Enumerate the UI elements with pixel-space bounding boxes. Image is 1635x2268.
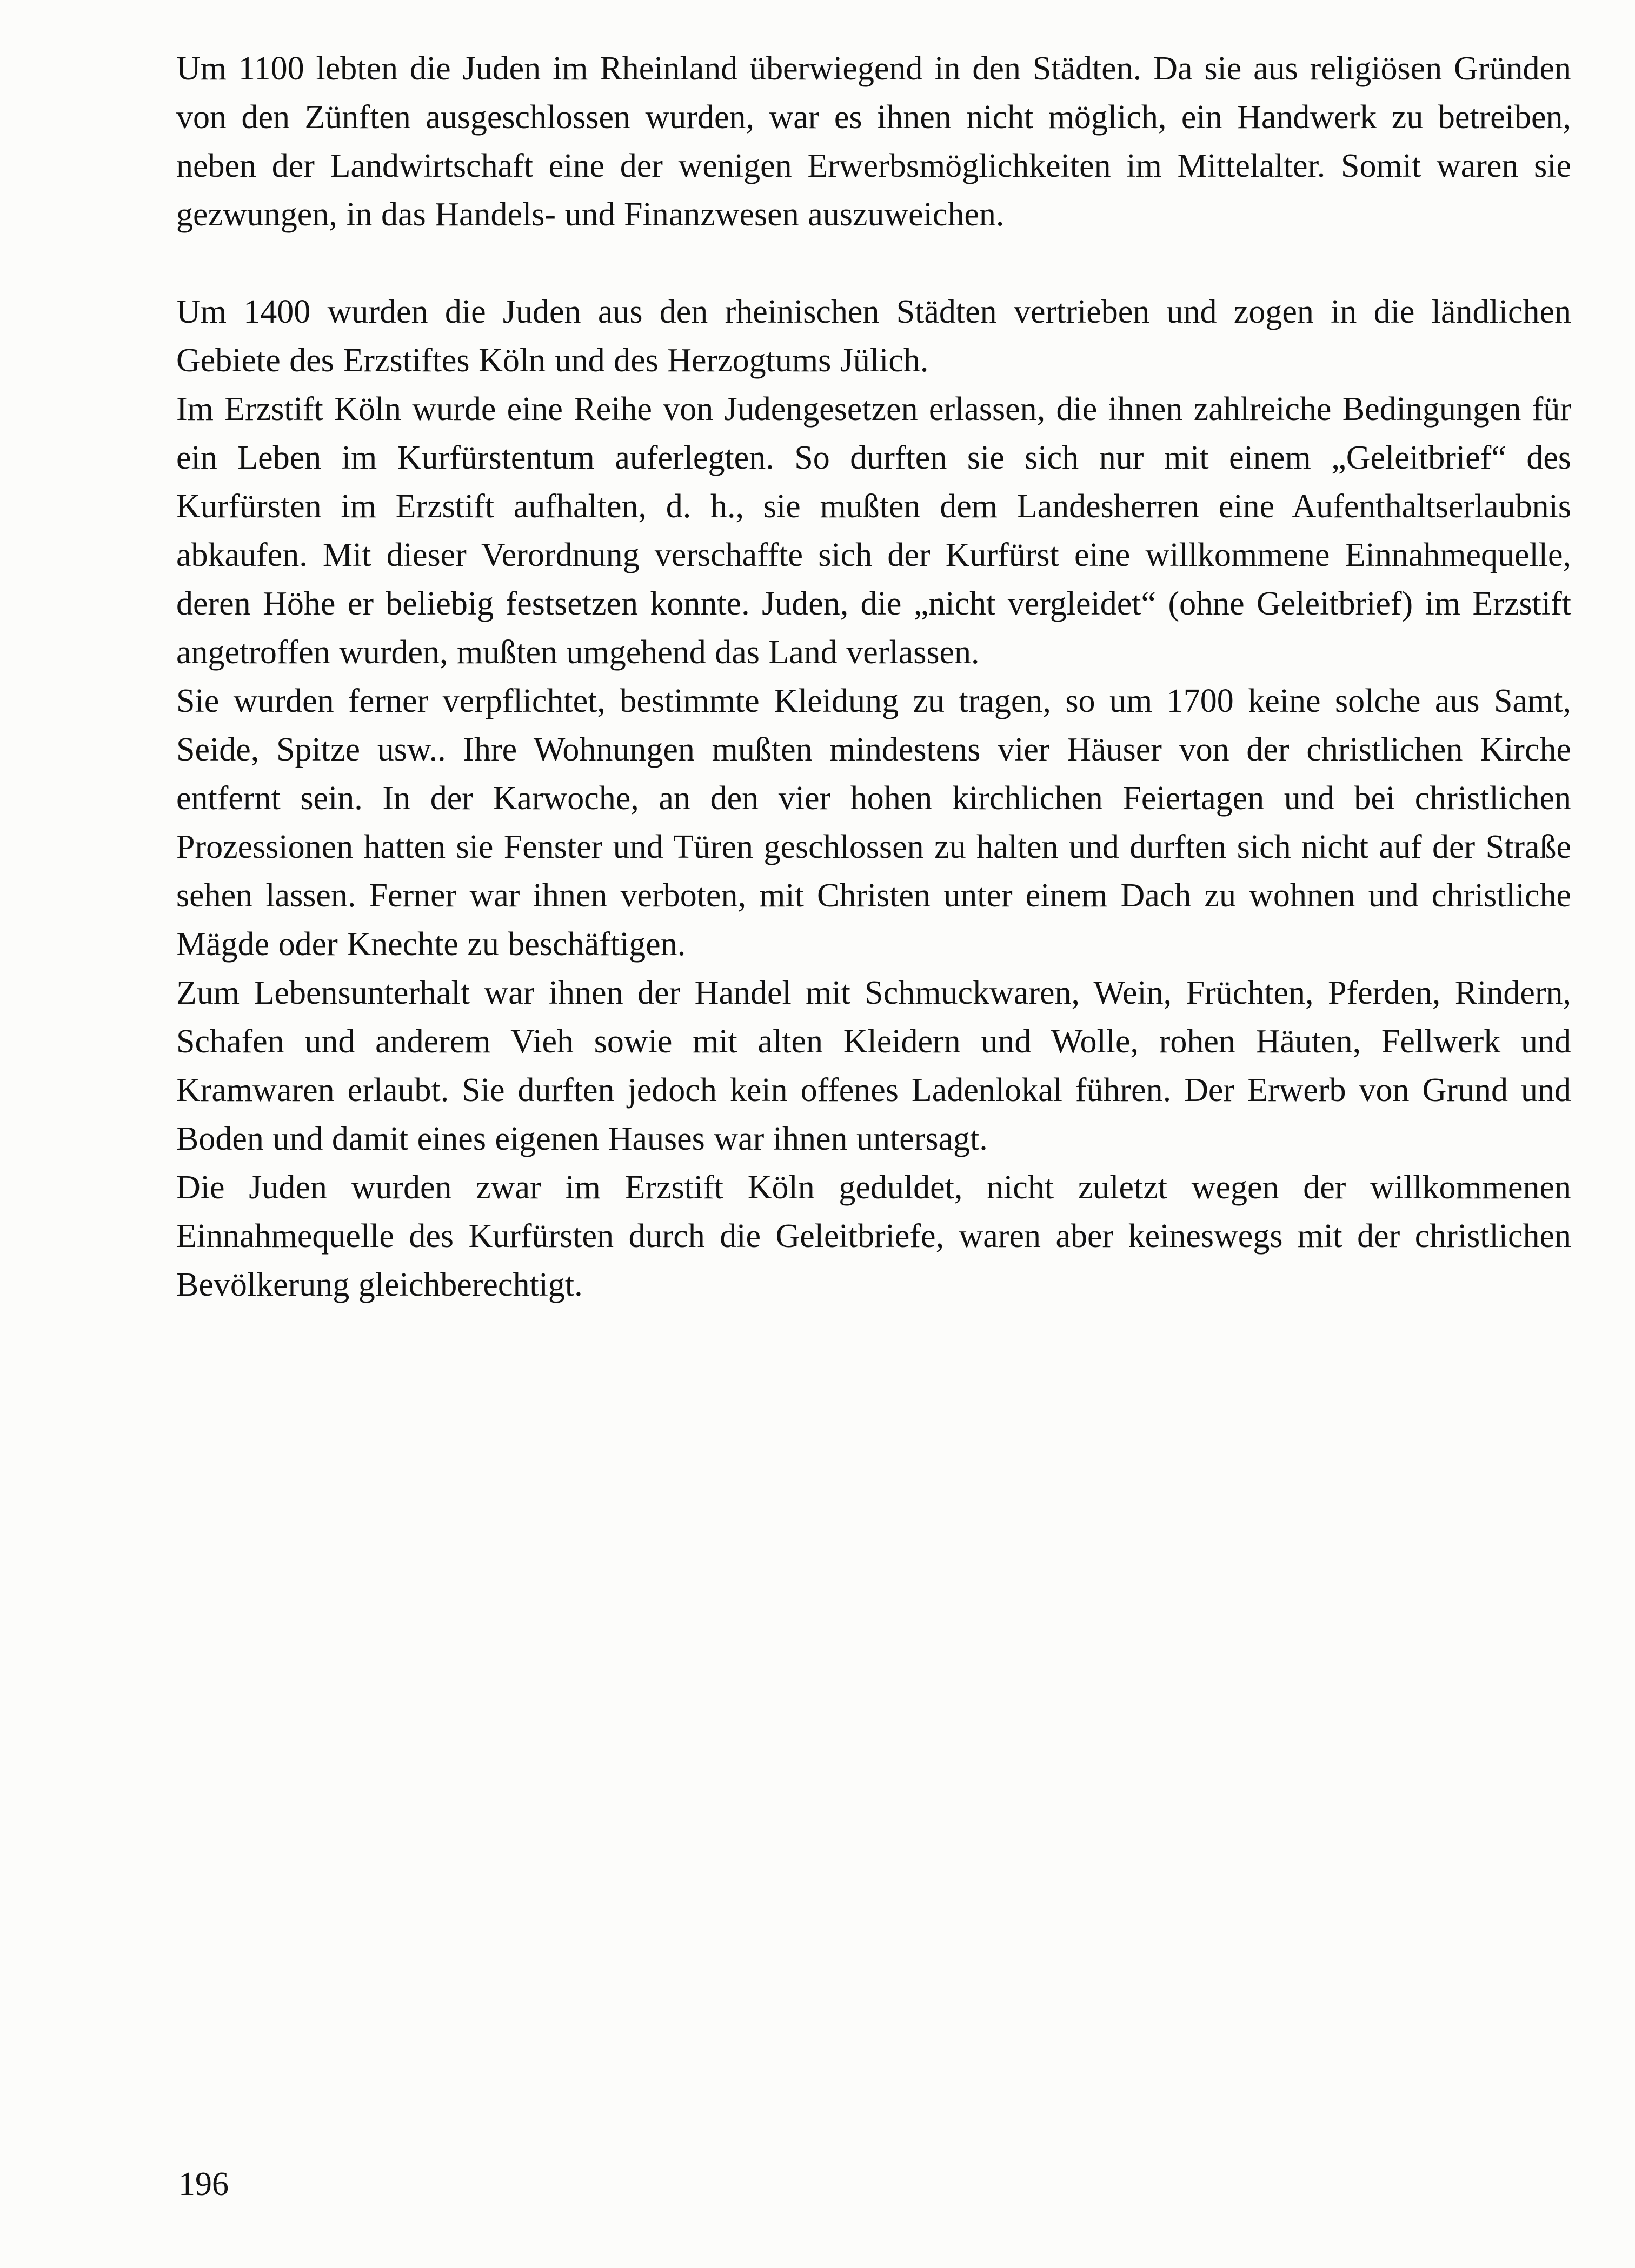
paragraph-juden-um-1400: Um 1400 wurden die Juden aus den rheinischen Städten vertrieben und zogen in die ländlichen Gebiete des Erzstiftes Köln und des Herzogtums Jülich. — [176, 293, 1571, 379]
paragraph-juden-um-1100: Um 1100 lebten die Juden im Rheinland überwiegend in den Städten. Da sie aus religiösen Gründen von den Zünften ausgeschlossen wurden, war es ihnen nicht möglich, ein Handwerk zu betreiben, neben der Landwirtschaft eine der wenigen Erwerbsmöglichkeiten im Mittelalter. Somit waren sie gezwungen, in das Handels- und Finanzwesen auszuweichen. — [176, 50, 1571, 233]
paragraph-kleidung-wohnungen: Sie wurden ferner verpflichtet, bestimmte Kleidung zu tragen, so um 1700 keine solche aus Samt, Seide, Spitze usw.. Ihre Wohnungen mußten mindestens vier Häuser von der christlichen Kirche entfernt sein. In der Karwoche, an den vier hohen kirchlichen Feiertagen und bei christlichen Prozessionen hatten sie Fenster und Türen geschlossen zu halten und durften sich nicht auf der Straße sehen lassen. Ferner war ihnen verboten, mit Christen unter einem Dach zu wohnen und christliche Mägde oder Knechte zu beschäftigen. — [176, 683, 1571, 963]
body-text — [176, 44, 1571, 1309]
paragraph-judengesetze-erzstift: Im Erzstift Köln wurde eine Reihe von Judengesetzen erlassen, die ihnen zahlreiche Bedingungen für ein Leben im Kurfürstentum auferlegten. So durften sie sich nur mit einem „Geleitbrief“ des Kurfürsten im Erzstift aufhalten, d. h., sie mußten dem Landesherren eine Aufenthaltserlaubnis abkaufen. Mit dieser Verordnung verschaffte sich der Kurfürst eine willkommene Einnahmequelle, deren Höhe er beliebig festsetzen konnte. Juden, die „nicht vergleidet“ (ohne Geleitbrief) im Erzstift angetroffen wurden, mußten umgehend das Land verlassen. — [176, 391, 1571, 671]
paragraph-geduldet-fazit: Die Juden wurden zwar im Erzstift Köln geduldet, nicht zuletzt wegen der willkommenen Einnahmequelle des Kurfürsten durch die Geleitbriefe, waren aber keineswegs mit der christlichen Bevölkerung gleichberechtigt. — [176, 1169, 1571, 1303]
page-number: 196 — [178, 2166, 229, 2203]
paragraph-lebensunterhalt-handel: Zum Lebensunterhalt war ihnen der Handel mit Schmuckwaren, Wein, Früchten, Pferden, Rindern, Schafen und anderem Vieh sowie mit alten Kleidern und Wolle, rohen Häuten, Fellwerk und Kramwaren erlaubt. Sie durften jedoch kein offenes Ladenlokal führen. Der Erwerb von Grund und Boden und damit eines eigenen Hauses war ihnen untersagt. — [176, 975, 1571, 1157]
